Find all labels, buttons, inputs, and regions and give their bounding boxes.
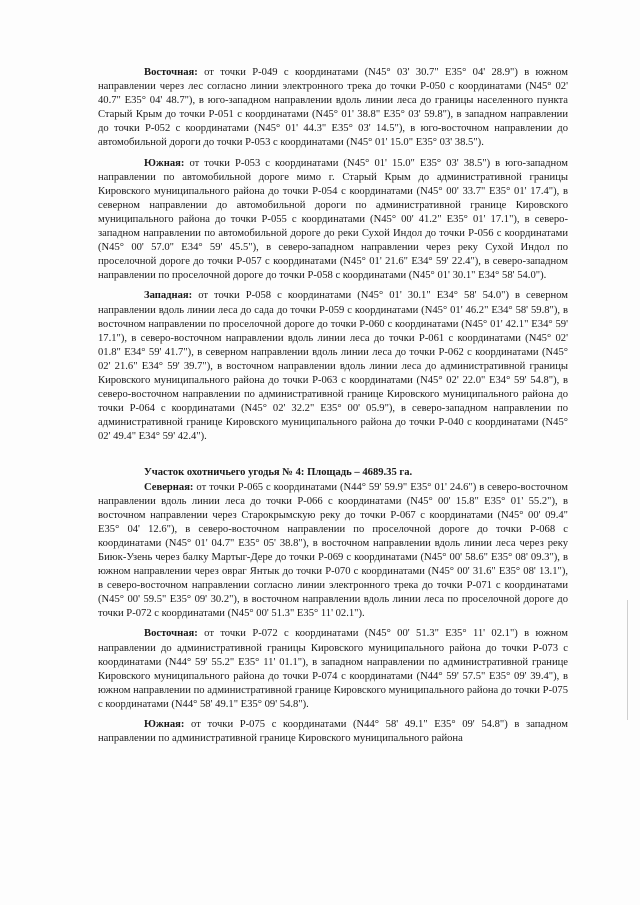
- paragraph-north-boundary: [98, 481, 568, 622]
- paragraph-heading: Восточная:: [144, 628, 198, 640]
- paragraph-text: от точки Р-058 с координатами (N45° 01' 30.1" E34° 58' 54.0") в северном направлении вдоль линии леса до сада до точки Р-059 с координатами (N45° 01' 46.2" E34° 58' 59.8"), в восточном направлении по проселочной дороге до точки Р-060 с координатами (N45° 01' 42.1" E34° 59' 17.1"), в северо-восточном направлении вдоль линии леса до точки Р-061 с координатами (N45° 02' 01.8" E34° 59' 41.7"), в северном направлении вдоль линии леса до точки Р-062 с координатами (N45° 02' 21.6" E34° 59' 39.7"), в восточном направлении вдоль линии леса до административной границы Кировского муниципального района до точки Р-063 с координатами (N45° 02' 22.0" E34° 59' 54.8"), в северо-восточном направлении по административной границе Кировского муниципального района до точки Р-064 с координатами (N45° 02' 32.2" E35° 00' 05.9"), в северо-западном направлении по административной границе Кировского муниципального района до точки Р-040 с координатами (N45° 02' 49.4" E34° 59' 42.4").: [98, 290, 568, 443]
- paragraph-east-boundary: [98, 66, 568, 151]
- paragraph-heading: Западная:: [144, 290, 193, 302]
- paragraph-text: от точки Р-072 с координатами (N45° 00' 51.3" E35° 11' 02.1") в южном направлении до административной границы Кировского муниципального района до точки Р-073 с координатами (N44° 59' 55.2" E35° 11' 01.1"), в западном направлении по административной границе Кировского муниципального района до точки Р-074 с координатами (N44° 59' 57.5" E35° 09' 39.4"), в южном направлении по административной границе Кировского муниципального района до точки Р-075 с координатами (N44° 58' 49.1" E35° 09' 54.8").: [98, 628, 568, 710]
- paragraph-text: от точки Р-053 с координатами (N45° 01' 15.0" E35° 03' 38.5") в юго-западном направлении по автомобильной дороге мимо г. Старый Крым до административной границы Кировского муниципального района до точки Р-054 с координатами (N45° 00' 33.7" E35° 01' 17.4"), в северном направлении до автомобильной дороги по административной границе Кировского муниципального района до точки Р-055 с координатами (N45° 00' 41.2" E35° 01' 17.1"), в северо-западном направлении по автомобильной дороге до реки Сухой Индол до точки Р-056 с координатами (N45° 00' 57.0" E34° 59' 45.5"), в северо-западном направлении через реку Сухой Индол по проселочной дороге до точки Р-057 с координатами (N45° 01' 21.6" E34° 59' 22.4"), в северо-западном направлении по проселочной дороге до точки Р-058 с координатами (N45° 01' 30.1" E34° 58' 54.0").: [98, 157, 568, 282]
- section-title: Участок охотничьего угодья № 4: Площадь – 4689.35 га.: [144, 467, 413, 479]
- paragraph-heading: Северная:: [144, 481, 194, 493]
- paragraph-south-boundary-2: [98, 718, 568, 746]
- paragraph-west-boundary: [98, 289, 568, 444]
- scan-edge-mark: [627, 600, 628, 720]
- paragraph-text: от точки Р-065 с координатами (N44° 59' 59.9" E35° 01' 24.6") в северо-восточном направлении вдоль линии леса до точки Р-066 с координатами (N45° 00' 15.8" E35° 01' 55.2"), в восточном направлении через Старокрымскую реку до точки Р-067 с координатами (N45° 00' 09.4" E35° 04' 12.6"), в северо-восточном направлении по проселочной дороге до точки Р-068 с координатами (N45° 01' 04.7" E35° 05' 38.8"), в восточном направлении вдоль линии леса через реку Биюк-Узень через балку Мартыг-Дере до точки Р-069 с координатами (N45° 00' 58.6" E35° 08' 09.3"), в южном направлении через овраг Янтык до точки Р-070 с координатами (N45° 00' 31.6" E35° 08' 13.1"), в северо-восточном направлении согласно линии электронного трека до точки Р-071 с координатами (N45° 00' 59.5" E35° 09' 30.2"), в восточном направлении вдоль линии леса по проселочной дороге до точки Р-072 с координатами (N45° 00' 51.3" E35° 11' 02.1").: [98, 481, 568, 620]
- paragraph-heading: Южная:: [144, 157, 185, 169]
- paragraph-text: от точки Р-075 с координатами (N44° 58' 49.1" E35° 09' 54.8") в западном направлении по административной границе Кировского муниципального района: [98, 719, 568, 745]
- paragraph-south-boundary: [98, 157, 568, 284]
- paragraph-text: от точки Р-049 с координатами (N45° 03' 30.7" E35° 04' 28.9") в южном направлении через лес согласно линии электронного трека до точки Р-050 с координатами (N45° 02' 40.7" E35° 04' 48.7"), в юго-западном направлении вдоль линии леса до границы населенного пункта Старый Крым до точки Р-051 с координатами (N45° 01' 38.8" E35° 03' 59.8"), в западном направлении до точки Р-052 с координатами (N45° 01' 44.3" E35° 03' 14.5"), в юго-восточном направлении до автомобильной дороги до точки Р-053 с координатами (N45° 01' 15.0" E35° 03' 38.5").: [98, 67, 568, 149]
- paragraph-heading: Южная:: [144, 719, 185, 731]
- paragraph-east-boundary-2: [98, 627, 568, 712]
- paragraph-heading: Восточная:: [144, 67, 198, 78]
- document-body: [98, 66, 568, 752]
